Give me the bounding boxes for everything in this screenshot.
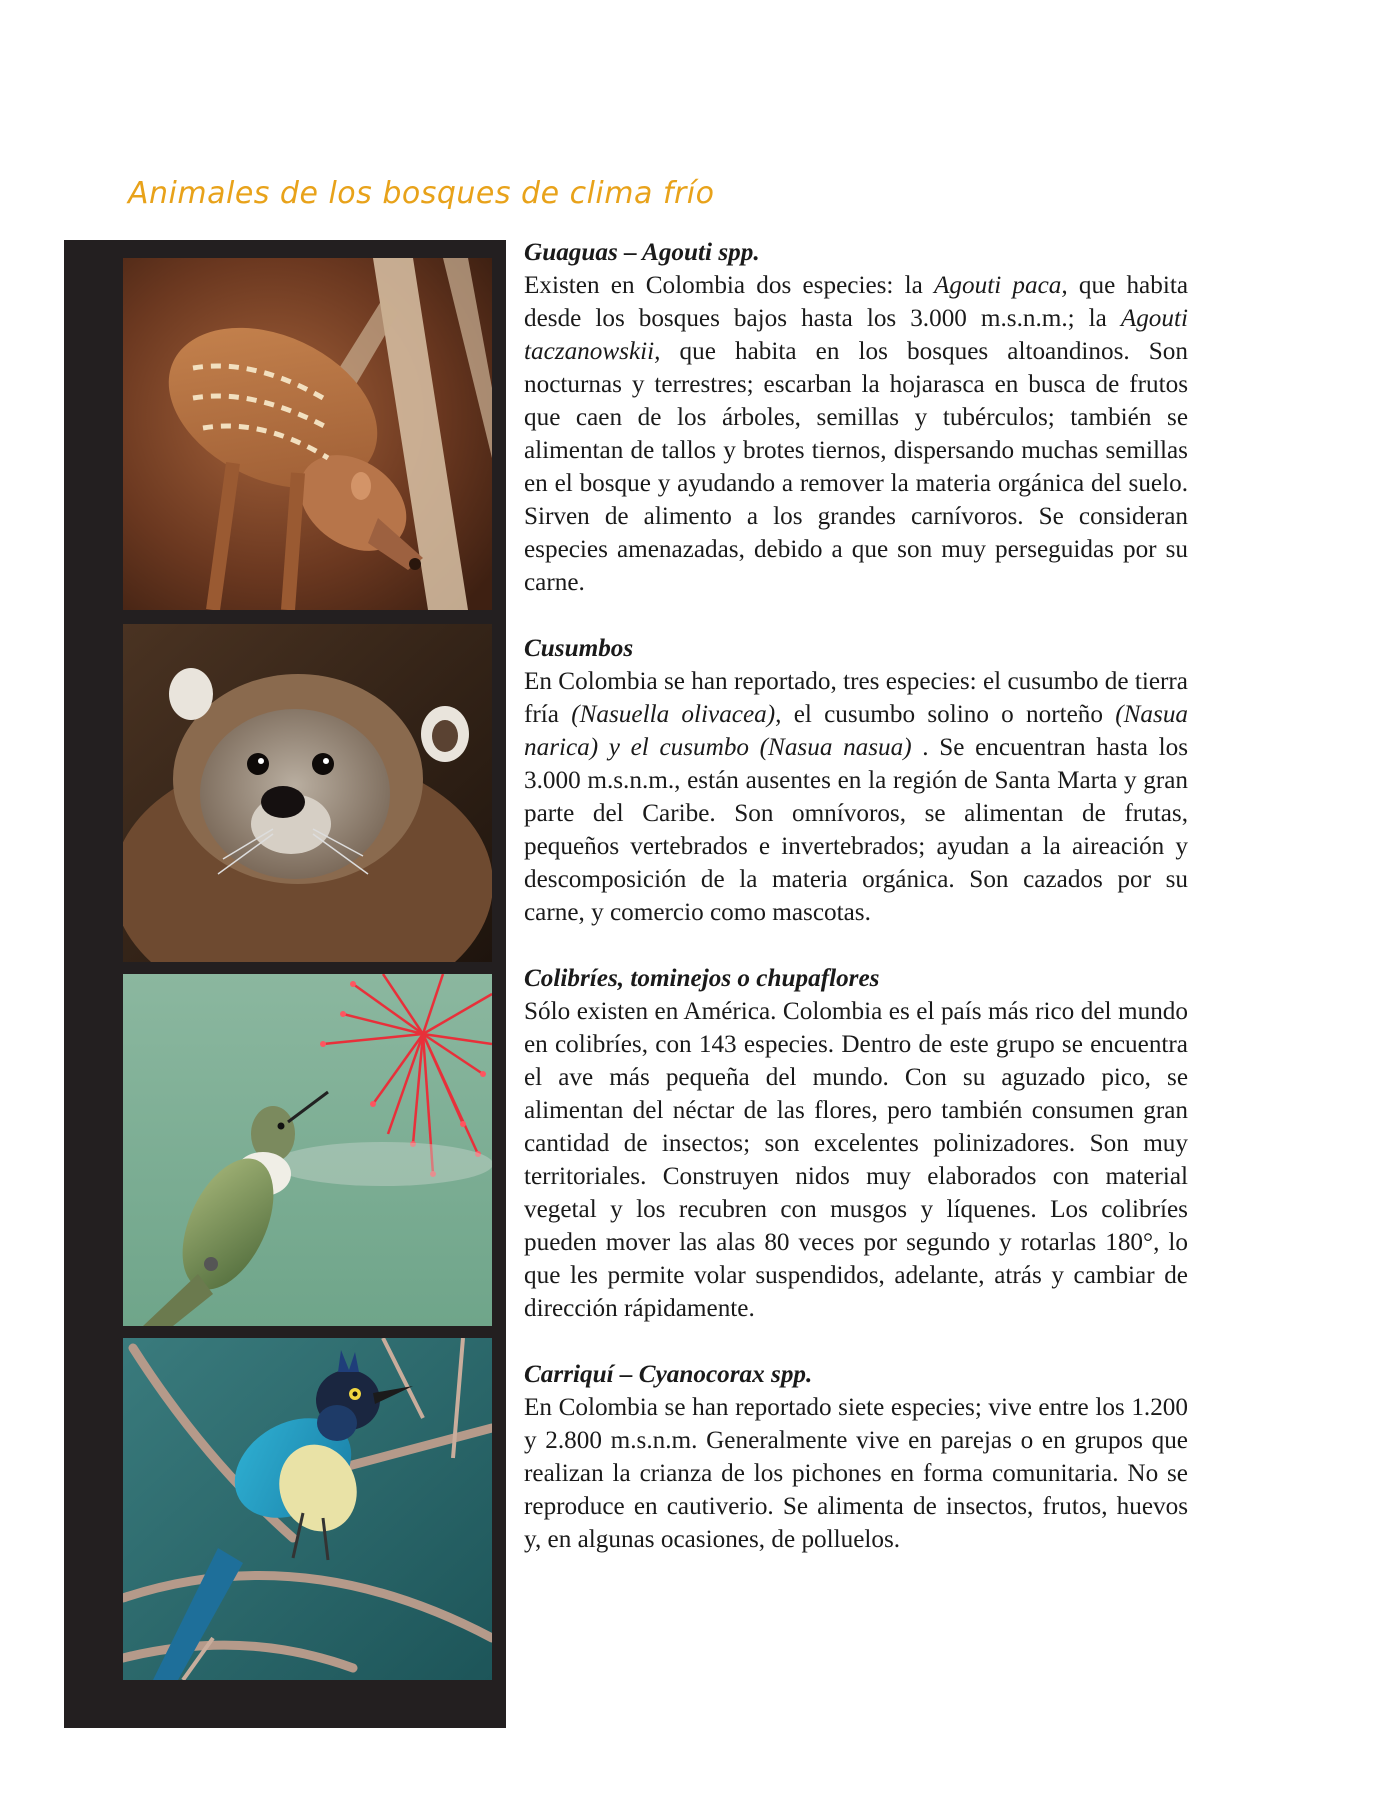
guagua-photo [123, 258, 492, 610]
colibri-image [123, 974, 492, 1326]
entry-title: Colibríes, tominejos o chupaflores [524, 965, 880, 992]
body-text: el cusumbo solino o norteño [781, 701, 1116, 728]
species-name: Agouti paca, [934, 272, 1068, 299]
cusumbo-image [123, 624, 492, 962]
colibri-photo [123, 974, 492, 1326]
species-name: (Nasuella olivacea), [571, 701, 782, 728]
entry-colibries [524, 962, 1188, 1325]
text-column [524, 236, 1188, 1589]
entry-body [524, 269, 1188, 599]
carriqui-photo [123, 1338, 492, 1680]
body-text: que habita en los bosques altoandinos. Son nocturnas y terrestres; escarban la hojarasca en busca de frutos que caen de los árboles, semillas y tubérculos; también se alimentan de tallos y brotes tiernos, dispersando muchas semillas en el bosque y ayudando a remover la materia orgánica del suelo. Sirven de alimento a los grandes carnívoros. Se consideran especies amenazadas, debido a que son muy perseguidas por su carne. [524, 338, 1188, 596]
entry-title: Guaguas – Agouti spp. [524, 239, 760, 266]
species-name: (Nasua narica) y el cusumbo (Nasua nasua) [524, 701, 1189, 761]
body-text: Existen en Colombia dos especies: la [524, 272, 935, 299]
body-text: . Se encuentran hasta los 3.000 m.s.n.m., están ausentes en la región de Santa Marta y gran parte del Caribe. Son omnívoros, se alimentan de frutas, pequeños vertebrados e invertebrados; ayudan a la aireación y descomposición de la materia orgánica. Son cazados por su carne, y comercio como mascotas. [524, 734, 1188, 926]
entry-guaguas [524, 236, 1188, 599]
entry-title: Carriquí – Cyanocorax spp. [524, 1361, 813, 1388]
species-name: Agouti taczanowskii, [524, 305, 1188, 365]
entry-body [524, 665, 1188, 929]
entry-body: En Colombia se han reportado siete especies; vive entre los 1.200 y 2.800 m.s.n.m. Generalmente vive en parejas o en grupos que realizan la crianza de los pichones en forma comunitaria. No se reproduce en cautiverio. Se alimenta de insectos, frutos, huevos y, en algunas ocasiones, de polluelos. [524, 1394, 1188, 1553]
page-title: Animales de los bosques de clima frío [128, 176, 715, 211]
body-text: En Colombia se han reportado, tres especies: el cusumbo de tierra fría [524, 668, 1188, 728]
entry-cusumbos [524, 632, 1188, 929]
photo-strip [64, 240, 506, 1728]
carriqui-image [123, 1338, 492, 1680]
entry-title: Cusumbos [524, 635, 634, 662]
entry-body: Sólo existen en América. Colombia es el país más rico del mundo en colibríes, con 143 especies. Dentro de este grupo se encuentra el ave más pequeña del mundo. Con su aguzado pico, se alimentan del néctar de las flores, pero también consumen gran cantidad de insectos; son excelentes polinizadores. Son muy territoriales. Construyen nidos muy elaborados con material vegetal y los recubren con musgos y líquenes. Los colibríes pueden mover las alas 80 veces por segundo y rotarlas 180°, lo que les permite volar suspendidos, adelante, atrás y cambiar de dirección rápidamente. [524, 998, 1188, 1322]
body-text: que habita desde los bosques bajos hasta los 3.000 m.s.n.m.; la [524, 272, 1189, 332]
entry-carriqui [524, 1358, 1188, 1556]
guagua-image [123, 258, 492, 610]
cusumbo-photo [123, 624, 492, 962]
